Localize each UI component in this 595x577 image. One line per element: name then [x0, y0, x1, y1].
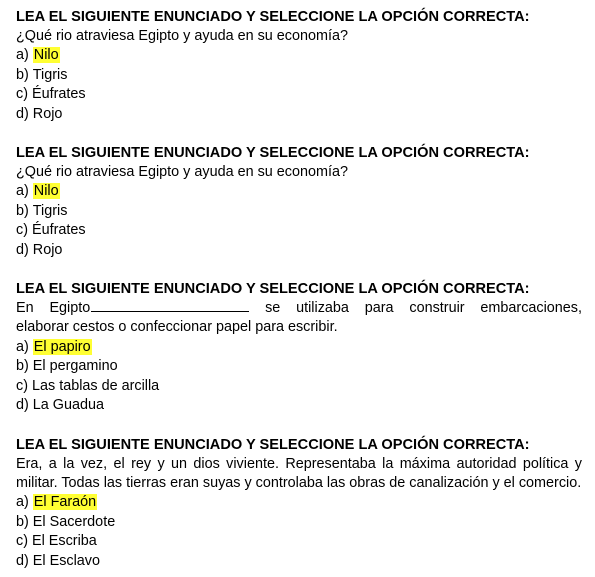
- option-b: [16, 357, 582, 376]
- option-text: El Esclavo: [32, 552, 100, 569]
- option-letter: c): [16, 222, 28, 239]
- question-word: construir: [409, 300, 465, 317]
- question-text: ¿Qué rio atraviesa Egipto y ayuda en su economía?: [16, 28, 348, 44]
- question-text-line-2: elaborar cestos o confeccionar papel para escribir.: [16, 319, 338, 336]
- question-block-4: [16, 436, 582, 571]
- option-b: [16, 513, 582, 532]
- option-letter: b): [16, 513, 29, 530]
- option-d: [16, 396, 582, 415]
- question-heading: LEA EL SIGUIENTE ENUNCIADO Y SELECCIONE LA OPCIÓN CORRECTA:: [16, 436, 530, 453]
- option-text: Las tablas de arcilla: [32, 377, 160, 394]
- document-page: [16, 8, 582, 571]
- option-letter: c): [16, 86, 28, 103]
- highlighted-answer: El papiro: [33, 338, 91, 355]
- option-d: [16, 241, 582, 260]
- question-heading: LEA EL SIGUIENTE ENUNCIADO Y SELECCIONE LA OPCIÓN CORRECTA:: [16, 9, 530, 25]
- option-text: La Guadua: [32, 397, 105, 414]
- option-a: [16, 493, 582, 512]
- option-d: [16, 552, 582, 571]
- question-word: Egipto: [49, 300, 91, 317]
- fill-in-blank: [91, 299, 249, 312]
- option-text: Éufrates: [32, 222, 86, 239]
- question-block-2: [16, 144, 582, 260]
- option-letter: a): [16, 338, 29, 355]
- option-letter: d): [16, 552, 29, 569]
- question-text-line-2: militar. Todas las tierras eran suyas y controlaba las obras de canalización y el comercio.: [16, 474, 582, 491]
- question-word: utilizaba: [296, 300, 349, 317]
- question-heading: LEA EL SIGUIENTE ENUNCIADO Y SELECCIONE LA OPCIÓN CORRECTA:: [16, 145, 530, 162]
- option-c: [16, 221, 582, 240]
- option-c: [16, 377, 582, 396]
- option-letter: d): [16, 241, 29, 258]
- question-text-line-1: Era, a la vez, el rey y un dios viviente. Representaba la máxima autoridad política y: [16, 455, 582, 472]
- question-word-with-blank: [49, 299, 249, 318]
- option-letter: a): [16, 183, 29, 200]
- option-b: [16, 66, 582, 85]
- option-a: [16, 338, 582, 357]
- option-a: [16, 182, 582, 201]
- option-text: Éufrates: [32, 86, 86, 103]
- option-text: El pergamino: [32, 358, 118, 375]
- option-letter: b): [16, 358, 29, 375]
- question-word: se: [265, 300, 281, 317]
- option-text: Rojo: [32, 105, 63, 122]
- option-text: El Escriba: [32, 533, 97, 550]
- option-letter: c): [16, 533, 28, 550]
- question-text-line-1: [16, 299, 582, 318]
- question-heading: LEA EL SIGUIENTE ENUNCIADO Y SELECCIONE LA OPCIÓN CORRECTA:: [16, 281, 530, 298]
- question-word: embarcaciones,: [480, 300, 582, 317]
- question-word: En: [16, 300, 34, 317]
- option-text: Tigris: [32, 66, 68, 83]
- question-word: para: [364, 300, 394, 317]
- option-letter: d): [16, 105, 29, 122]
- highlighted-answer: El Faraón: [33, 494, 97, 511]
- highlighted-answer: Nilo: [33, 183, 59, 200]
- option-c: [16, 532, 582, 551]
- option-letter: a): [16, 47, 29, 64]
- question-block-1: [16, 8, 582, 124]
- option-a: [16, 46, 582, 65]
- highlighted-answer: Nilo: [33, 47, 59, 64]
- question-block-3: [16, 280, 582, 415]
- option-b: [16, 202, 582, 221]
- option-letter: b): [16, 202, 29, 219]
- option-text: Rojo: [32, 241, 63, 258]
- option-letter: d): [16, 397, 29, 414]
- option-c: [16, 85, 582, 104]
- option-text: El Sacerdote: [32, 513, 116, 530]
- option-letter: a): [16, 494, 29, 511]
- option-letter: b): [16, 66, 29, 83]
- option-text: Tigris: [32, 202, 68, 219]
- option-d: [16, 105, 582, 124]
- option-letter: c): [16, 377, 28, 394]
- question-text: ¿Qué rio atraviesa Egipto y ayuda en su economía?: [16, 164, 348, 181]
